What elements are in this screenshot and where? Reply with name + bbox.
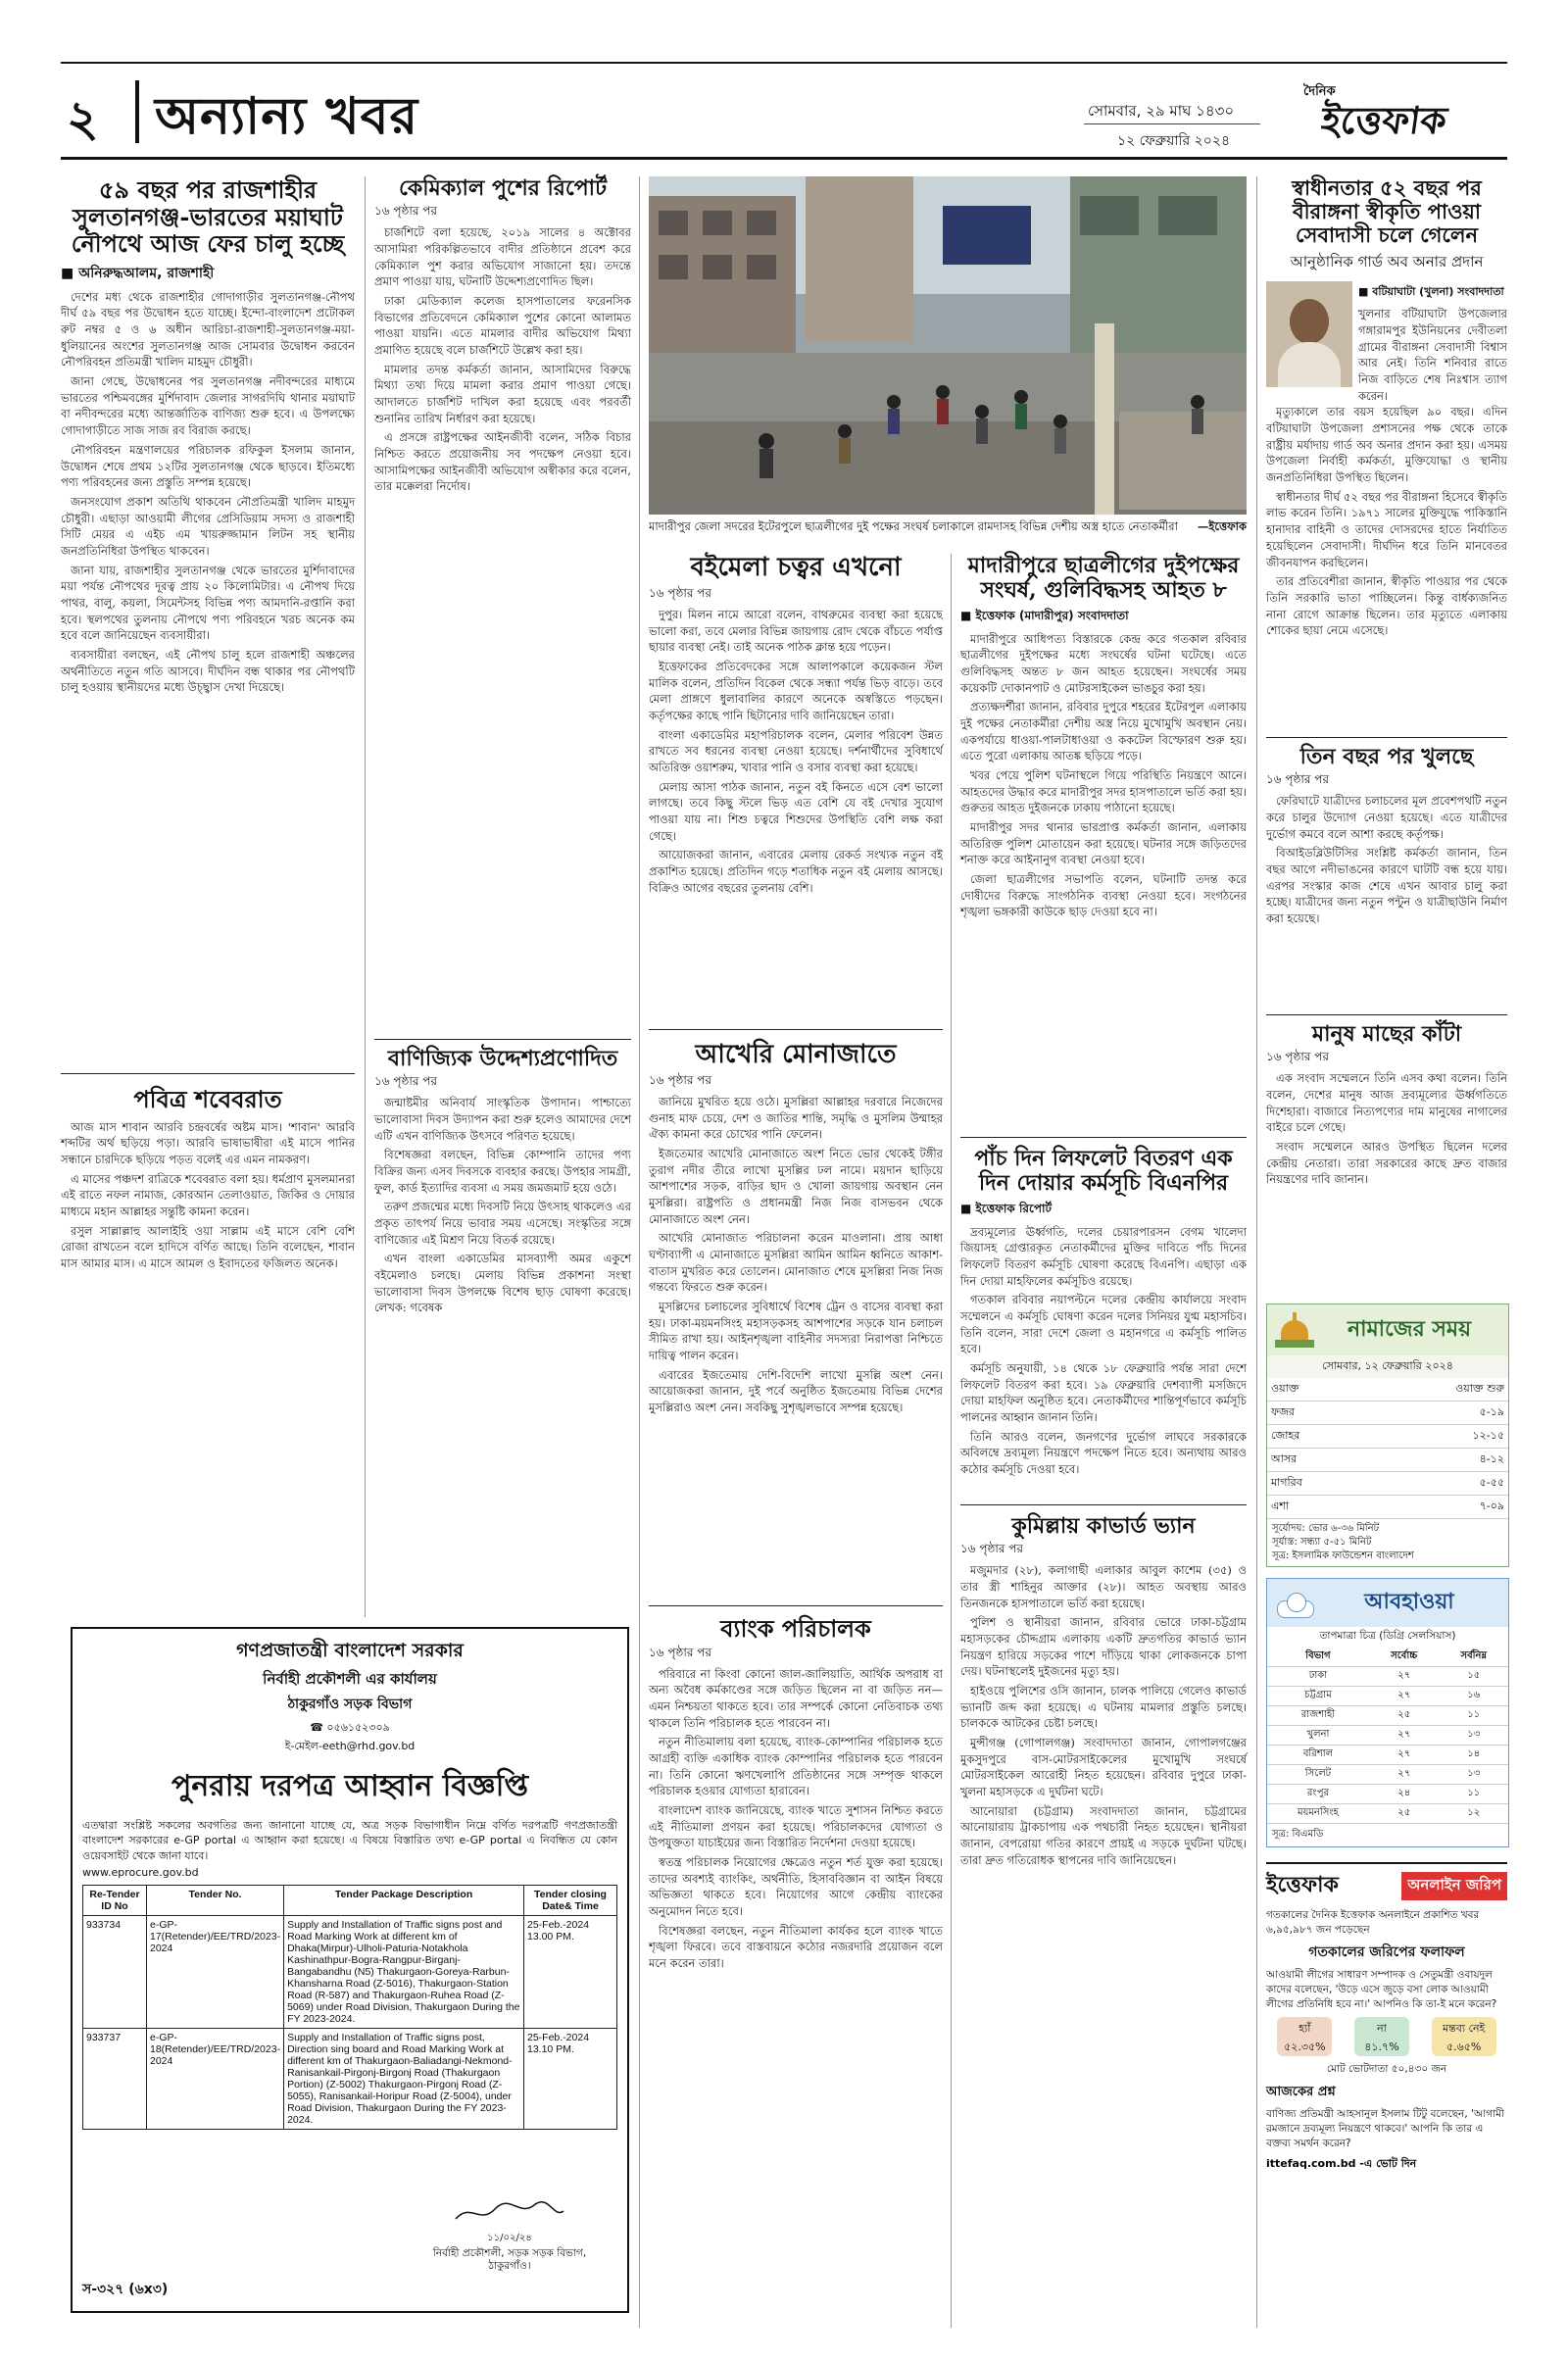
paragraph: জানা গেছে, উদ্বোধনের পর সুলতানগঞ্জ নদীবন্দরের মাধ্যমে ভারতের পশ্চিমবঙ্গের মুর্শিদাবাদ জেলার সাগরদিঘি থানার ময়াঘাট বা নদীবন্দরের মধ্যে আন্তর্জাতিক বাণিজ্য শুরু হবে। এ উপলক্ষ্যে গোদাগাড়ীতে সাজ সাজ রব বিরাজ করছে। xyxy=(61,374,355,438)
continued-label: ১৬ পৃষ্ঠার পর xyxy=(649,585,712,600)
tender-cell: 933737 xyxy=(83,2029,147,2130)
weather-cell: ২৫ xyxy=(1369,1804,1440,1824)
logo-text: ইত্তেফাক xyxy=(1318,98,1450,142)
weather-cell: খুলনা xyxy=(1267,1726,1369,1746)
tender-header: Tender closing Date& Time xyxy=(524,1886,617,1916)
paragraph: জানা যায়, রাজশাহীর সুলতানগঞ্জ থেকে ভারতের মুর্শিদাবাদের ময়া পর্যন্ত নৌপথের দূরত্ব প্রায় ২০ কিলোমিটার। এ নৌপথ দিয়ে পাথর, বালু, কয়লা, সিমেন্টসহ বিভিন্ন পণ্য আমদানি-রপ্তানি করা হবে। স্থলপথের তুলনায় নৌপথে পণ্য পরিবহনে খরচ অনেক কম হবে বলে জানিয়েছেন ব্যবসায়ীরা। xyxy=(61,563,355,643)
article-shobebarat xyxy=(61,1086,355,1275)
paragraph: এবারের ইজতেমায় দেশি-বিদেশি লাখো মুসল্লি অংশ নেন। আয়োজকরা জানান, দুই পর্বে অনুষ্ঠিত ইজতেমায় বিভিন্ন দেশের মুসল্লিরাও অংশ নেন। সবকিছু সুশৃঙ্খলভাবে সম্পন্ন হয়েছে। xyxy=(649,1367,943,1414)
article-body xyxy=(1266,793,1507,926)
weather-header: সর্বোচ্চ xyxy=(1369,1648,1440,1667)
article-title: ৫৯ বছর পর রাজশাহীর সুলতানগঞ্জ-ভারতের ময়াঘাট নৌপথে আজ ফের চালু হচ্ছে xyxy=(71,175,345,259)
tender-signature xyxy=(412,2197,608,2274)
paragraph: বিশেষজ্ঞরা বলছেন, নতুন নীতিমালা কার্যকর হলে ব্যাংক খাতে শৃঙ্খলা ফিরবে। তবে বাস্তবায়নে কঠোর নজরদারি প্রয়োজন বলে মনে করেন তারা। xyxy=(649,1923,943,1971)
poll-votes: মোট ভোটদাতা ৫০,৪৩০ জন xyxy=(1326,2063,1447,2076)
article-akheri-monajat xyxy=(649,1041,943,1419)
weather-cell: ২৭ xyxy=(1369,1687,1440,1706)
weather-row xyxy=(1267,1765,1508,1785)
tender-cell: Supply and Installation of Traffic signs post, Direction sing board and Road Marking Work at different km of Thakurgaon-Baliadangi-Nekmond-Ranisankail-Pirgonj-Birgonj Road (Thakurgaon Portion) (Z-5002) Thakurgaon-Pirgonj Road (Z-5055), Ranisankail-Horipur Road (Z-5004), under Road Division, Thakurgaon During the FY 2023-2024. xyxy=(284,2029,524,2130)
article-body xyxy=(374,1095,631,1316)
tender-cell: 25-Feb.-2024 13.10 PM. xyxy=(524,2029,617,2130)
photo-caption xyxy=(649,519,1247,535)
article-three-years xyxy=(1266,745,1507,930)
poll-readers: গতকালের দৈনিক ইত্তেফাক অনলাইনে প্রকাশিত খবর ৬,৯৫,৯৮৭ জন পড়েছেন xyxy=(1266,1909,1480,1936)
tender-gov: গণপ্রজাতন্ত্রী বাংলাদেশ সরকার xyxy=(236,1640,464,1661)
weather-cell: ২৭ xyxy=(1369,1765,1440,1785)
tender-row xyxy=(83,2029,617,2130)
tender-email: ই-মেইল-eeth@rhd.gov.bd xyxy=(284,1740,416,1752)
paragraph: জেলা ছাত্রলীগের সভাপতি বলেন, ঘটনাটি তদন্ত করে দোষীদের বিরুদ্ধে সাংগঠনিক ব্যবস্থা নেওয়া হবে। সংগঠনের শৃঙ্খলা ভঙ্গকারী কাউকে ছাড় দেওয়া হবে না। xyxy=(960,872,1247,919)
weather-cell: ঢাকা xyxy=(1267,1667,1369,1687)
article-byline: ■ ইত্তেফাক (মাদারীপুর) সংবাদদাতা xyxy=(960,608,1129,622)
poll-nocomment-value: ৫.৬৫% xyxy=(1446,2041,1482,2054)
paragraph: মৃত্যুকালে তার বয়স হয়েছিল ৯০ বছর। এদিন বটিয়াঘাটা উপজেলা প্রশাসনের পক্ষ থেকে তাকে রাষ্ট্রীয় মর্যাদায় গার্ড অব অনার প্রদান করা হয়। এসময় উপজেলা নির্বাহী কর্মকর্তা, মুক্তিযোদ্ধা ও স্থানীয় জনপ্রতিনিধিরা উপস্থিত ছিলেন। xyxy=(1266,405,1507,485)
weather-cell: ১১ xyxy=(1440,1785,1508,1804)
weather-cell: ১৬ xyxy=(1440,1687,1508,1706)
article-body xyxy=(649,607,943,896)
weather-title: আবহাওয়া xyxy=(1364,1589,1454,1614)
poll-no-value: ৪১.৭% xyxy=(1364,2041,1399,2054)
paragraph: রসুল সাল্লাল্লাহু আলাইহি ওয়া সাল্লাম এই মাসে বেশি বেশি রোজা রাখতেন বলে হাদিসে বর্ণিত আছে। তিনি বলেছেন, শাবান মাস আমার মাস। এ মাসে আমল ও ইবাদতের ফজিলত অনেক। xyxy=(61,1223,355,1270)
article-title: পাঁচ দিন লিফলেট বিতরণ এক দিন দোয়ার কর্মসূচি বিএনপির xyxy=(974,1146,1233,1197)
tender-row xyxy=(83,1916,617,2029)
article-title: স্বাধীনতার ৫২ বছর পর বীরাঙ্গনা স্বীকৃতি পাওয়া সেবাদাসী চলে গেলেন xyxy=(1292,175,1482,248)
prayer-name: ওয়াক্ত xyxy=(1267,1378,1365,1402)
paragraph: ফেরিঘাটে যাত্রীদের চলাচলের মূল প্রবেশপথটি নতুন করে চালুর উদ্যোগ নেওয়া হয়েছে। এতে যাত্রীদের দুর্ভোগ কমবে বলে আশা করছে কর্তৃপক্ষ। xyxy=(1266,794,1507,841)
article-body xyxy=(374,224,631,495)
weather-cell: রংপুর xyxy=(1267,1785,1369,1804)
weather-cell: ১২ xyxy=(1440,1804,1508,1824)
weather-row xyxy=(1267,1706,1508,1726)
page-number: ২ xyxy=(67,89,99,147)
weather-header: সর্বনিম্ন xyxy=(1440,1648,1508,1667)
paragraph: খবর পেয়ে পুলিশ ঘটনাস্থলে গিয়ে পরিস্থিতি নিয়ন্ত্রণে আনে। আহতদের উদ্ধার করে মাদারীপুর সদর হাসপাতালে ভর্তি করা হয়। গুরুতর আহত দুইজনকে ঢাকায় পাঠানো হয়েছে। xyxy=(960,767,1247,815)
continued-label: ১৬ পৃষ্ঠার পর xyxy=(1266,772,1330,787)
tender-cell: e-GP-18(Retender)/EE/TRD/2023-2024 xyxy=(147,2029,284,2130)
weather-cell: ২৭ xyxy=(1369,1746,1440,1765)
tender-header: Tender Package Description xyxy=(284,1886,524,1916)
prayer-time: ৪-১২ xyxy=(1365,1449,1508,1472)
poll-today-label: আজকের প্রশ্ন xyxy=(1266,2085,1336,2100)
paragraph: পরিবারে না কিংবা কোনো জাল-জালিয়াতি, আর্থিক অপরাধ বা অন্য অবৈধ কর্মকাণ্ডের সঙ্গে জড়িত ছিলেন না বা জড়িত নন—এমন নিশ্চয়তা থাকতে হবে। তার সম্পর্কে কোনো নেতিবাচক তথ্য থাকলে তিনি পরিচালক হতে পারবেন না। xyxy=(649,1666,943,1730)
continued-label: ১৬ পৃষ্ঠার পর xyxy=(649,1072,712,1087)
paragraph: ইজতেমার আখেরি মোনাজাতে অংশ নিতে ভোর থেকেই টঙ্গীর তুরাগ নদীর তীরে লাখো মুসল্লির ঢল নামে। ময়দান ছাড়িয়ে আশপাশের সড়ক, বাড়ির ছাদ ও খোলা জায়গায় অবস্থান নেন মুসল্লিরা। রাষ্ট্রপতি ও প্রধানমন্ত্রী নিজ নিজ বাসভবন থেকে মোনাজাতে অংশ নেন। xyxy=(649,1146,943,1226)
paragraph: তার প্রতিবেশীরা জানান, স্বীকৃতি পাওয়ার পর থেকে তিনি সরকারি ভাতা পাচ্ছিলেন। কিন্তু বার্ধক্যজনিত নানা রোগে আক্রান্ত ছিলেন। তার মৃত্যুতে এলাকায় শোকের ছায়া নেমে এসেছে। xyxy=(1266,574,1507,638)
prayer-name: আসর xyxy=(1267,1449,1365,1472)
masthead-divider xyxy=(135,80,139,143)
article-title: তিন বছর পর খুলছে xyxy=(1299,744,1474,769)
prayer-row xyxy=(1267,1449,1508,1472)
article-title: পবিত্র শবেবরাত xyxy=(133,1085,282,1113)
article-byline: ■ অনিরুদ্ধআলম, রাজশাহী xyxy=(61,265,215,281)
tender-code: স-৩২৭ (৬x৩) xyxy=(82,2282,169,2297)
prayer-row xyxy=(1267,1496,1508,1519)
continued-label: ১৬ পৃষ্ঠার পর xyxy=(960,1542,1024,1556)
poll-vote-link[interactable]: ittefaq.com.bd -এ ভোট দিন xyxy=(1266,2156,1417,2170)
continued-label: ১৬ পৃষ্ঠার পর xyxy=(649,1645,712,1659)
paragraph: এখন বাংলা একাডেমির মাসব্যাপী অমর একুশে বইমেলাও চলছে। মেলায় বিভিন্ন প্রকাশনা সংস্থা ভালোবাসা দিবস উপলক্ষে বিশেষ ছাড় ঘোষণা করেছে। লেখক: গবেষক xyxy=(374,1252,631,1315)
tender-cell: Supply and Installation of Traffic signs post and Road Marking Work at different km of Dhaka(Mirpur)-Ulholi-Paturia-Notakhola Kashinathpur-Bogra-Rangpur-Birganj-Bangabandhu (N5) Thakurgaon-Goreya-Rarbun-Khansharna Road (Z-5016), Thakurgaon-Station Road (R-587) and Thakurgaon-Ruhea Road (Z-5069) under Road Division, Thakurgaon During the FY 2023-2024. xyxy=(284,1916,524,2029)
article-sultanganj xyxy=(61,176,355,699)
paragraph: জনসংযোগ প্রকাশ অতিথি থাকবেন নৌপ্রতিমন্ত্রী খালিদ মাহমুদ চৌধুরী। এছাড়া আওয়ামী লীগের প্রেসিডিয়াম সদস্য ও রাজশাহী সিটি মেয়র এ এইচ এম খায়রুজ্জামান লিটন সহ স্থানীয় জনপ্রতিনিধিরা উপস্থিত থাকবেন। xyxy=(61,494,355,558)
weather-cell: ২৫ xyxy=(1369,1706,1440,1726)
paragraph: তিনি আরও বলেন, জনগণের দুর্ভোগ লাঘবে সরকারকে অবিলম্বে দ্রব্যমূল্য নিয়ন্ত্রণে পদক্ষেপ নিতে হবে। অন্যথায় আরও কঠোর কর্মসূচি দেওয়া হবে। xyxy=(960,1429,1247,1476)
prayer-name: এশা xyxy=(1267,1496,1365,1519)
article-bnp-program xyxy=(960,1147,1247,1481)
paragraph: মজুমদার (২৮), কলাগাছী এলাকার আবুল কাশেম (৩৫) ও তার স্ত্রী শাহিনুর আক্তার (২৮)। আহত অবস্থায় আরও তিনজনকে হাসপাতালে ভর্তি করা হয়েছে। xyxy=(960,1563,1247,1610)
paragraph: পুলিশ ও স্থানীয়রা জানান, রবিবার ভোরে ঢাকা-চট্টগ্রাম মহাসড়কের চৌদ্দগ্রাম এলাকায় একটি দ্রুতগতির কাভার্ড ভ্যান নিয়ন্ত্রণ হারিয়ে সড়কের পাশে দাঁড়িয়ে থাকা লোকজনকে চাপা দেয়। ঘটনাস্থলেই দুইজনের মৃত্যু হয়। xyxy=(960,1615,1247,1679)
prayer-row xyxy=(1267,1378,1508,1402)
paragraph: কর্মসূচি অনুযায়ী, ১৪ থেকে ১৮ ফেব্রুয়ারি পর্যন্ত সারা দেশে লিফলেট বিতরণ করা হবে। ১৯ ফেব্রুয়ারি দেশব্যাপী মসজিদে দোয়া মাহফিল অনুষ্ঠিত হবে। নেতাকর্মীদের শান্তিপূর্ণভাবে কর্মসূচি পালনের আহ্বান জানান তিনি। xyxy=(960,1360,1247,1424)
paragraph: স্বতন্ত্র পরিচালক নিয়োগের ক্ষেত্রেও নতুন শর্ত যুক্ত করা হয়েছে। তাদের অবশ্যই ব্যাংকিং, অর্থনীতি, হিসাববিজ্ঞান বা আইন বিষয়ে অভিজ্ঞতা থাকতে হবে। নিয়োগের আগে কেন্দ্রীয় ব্যাংকের অনুমোদন নিতে হবে। xyxy=(649,1854,943,1918)
article-boimela xyxy=(649,554,943,899)
poll-title: অনলাইন জরিপ xyxy=(1401,1872,1507,1900)
weather-row xyxy=(1267,1804,1508,1824)
weather-box xyxy=(1266,1578,1509,1847)
article-chemical-push xyxy=(374,176,631,498)
tender-title: পুনরায় দরপত্র আহ্বান বিজ্ঞপ্তি xyxy=(172,1769,528,1803)
paragraph: চার্জশিটে বলা হয়েছে, ২০১৯ সালের ৪ অক্টোবর আসামিরা পরিকল্পিতভাবে বাদীর প্রতিষ্ঠানে প্রবেশ করে কেমিক্যাল পুশ করার অভিযোগ সাজানো হয়। তদন্তে প্রমাণ পাওয়া যায়, ঘটনাটি উদ্দেশ্যপ্রণোদিত ছিল। xyxy=(374,225,631,289)
poll-no-badge xyxy=(1354,2017,1409,2056)
tender-header: Re-Tender ID No xyxy=(83,1886,147,1916)
tender-table xyxy=(82,1885,617,2130)
article-body xyxy=(1266,404,1507,638)
paragraph: প্রত্যক্ষদর্শীরা জানান, রবিবার দুপুরে শহরের ইটেরপুল এলাকায় দুই পক্ষের নেতাকর্মীরা দেশীয় অস্ত্র নিয়ে মুখোমুখি অবস্থান নেয়। একপর্যায়ে ধাওয়া-পালটাধাওয়া ও ককটেল বিস্ফোরণ শুরু হয়। এতে পুরো এলাকায় আতঙ্ক ছড়িয়ে পড়ে। xyxy=(960,700,1247,763)
sunset: সূর্যাস্ত: সন্ধ্যা ৫-৫১ মিনিট xyxy=(1272,1537,1372,1548)
paragraph: জন্মাষ্টমীর অনিবার্য সাংস্কৃতিক উপাদান। পাশ্চাত্যে ভালোবাসা দিবস উদ্যাপন করা শুরু হলেও আমাদের দেশে এটি এখন বাণিজ্যিক উৎসবে পরিণত হয়েছে। xyxy=(374,1096,631,1143)
weather-cell: ১৪ xyxy=(1440,1746,1508,1765)
sign-date: ১১/০২/২৪ xyxy=(487,2232,532,2243)
continued-label: ১৬ পৃষ্ঠার পর xyxy=(374,1074,438,1089)
paragraph: আখেরি মোনাজাত পরিচালনা করেন মাওলানা। প্রায় আধা ঘণ্টাব্যাপী এ মোনাজাতে মুসল্লিরা আমিন আমিন ধ্বনিতে আকাশ-বাতাস মুখরিত করে তোলেন। মোনাজাত শেষে মুসল্লিরা নিজ নিজ গন্তব্যে ফিরতে শুরু করেন। xyxy=(649,1231,943,1295)
continued-label: ১৬ পৃষ্ঠার পর xyxy=(374,204,438,219)
caption-credit: —ইত্তেফাক xyxy=(1197,519,1247,533)
weather-cell: রাজশাহী xyxy=(1267,1706,1369,1726)
prayer-time: ৭-০৯ xyxy=(1365,1496,1508,1519)
tender-header: Tender No. xyxy=(147,1886,284,1916)
date-bangla: সোমবার, ২৯ মাঘ ১৪৩০ xyxy=(1088,102,1235,120)
paragraph: হাইওয়ে পুলিশের ওসি জানান, চালক পালিয়ে গেলেও কাভার্ড ভ্যানটি জব্দ করা হয়েছে। এ ঘটনায় মামলার প্রস্তুতি চলছে। চালককে আটকের চেষ্টা চলছে। xyxy=(960,1684,1247,1731)
prayer-title: নামাজের সময় xyxy=(1347,1315,1472,1342)
paragraph: আয়োজকরা জানান, এবারের মেলায় রেকর্ড সংখ্যক নতুন বই প্রকাশিত হয়েছে। প্রতিদিন গড়ে শতাধিক নতুন বই মেলায় আসছে। বিক্রিও আগের বছরের তুলনায় বেশি। xyxy=(649,848,943,895)
article-madaripur xyxy=(960,554,1247,923)
prayer-time: ৫-১৯ xyxy=(1365,1402,1508,1425)
weather-cell: ২৭ xyxy=(1369,1726,1440,1746)
article-body xyxy=(960,631,1247,920)
article-bank-director xyxy=(649,1615,943,1975)
continued-label: ১৬ পৃষ্ঠার পর xyxy=(1266,1050,1330,1064)
article-title: কেমিক্যাল পুশের রিপোর্ট xyxy=(398,175,608,201)
weather-row xyxy=(1267,1667,1508,1687)
logo-small-text: দৈনিক xyxy=(1303,84,1336,99)
weather-cell: ১৩ xyxy=(1440,1726,1508,1746)
prayer-row xyxy=(1267,1425,1508,1449)
poll-yes-badge xyxy=(1277,2017,1332,2056)
article-title: বইমেলা চত্বর এখনো xyxy=(690,553,902,582)
prayer-row xyxy=(1267,1472,1508,1496)
news-photo xyxy=(649,176,1247,515)
prayer-name: ফজর xyxy=(1267,1402,1365,1425)
tender-cell: 933734 xyxy=(83,1916,147,2029)
paragraph: আনোয়ারা (চট্টগ্রাম) সংবাদদাতা জানান, চট্টগ্রামের আনোয়ারায় ট্রাকচাপায় এক পথচারী নিহত হয়েছেন। স্থানীয়রা জানান, বেপরোয়া গতির কারণে প্রায়ই এ সড়কে দুর্ঘটনা ঘটছে। তারা দ্রুত গতিরোধক স্থাপনের দাবি জানিয়েছেন। xyxy=(960,1803,1247,1867)
article-fish-bone xyxy=(1266,1022,1507,1191)
article-title: কুমিল্লায় কাভার্ড ভ্যান xyxy=(1011,1513,1196,1539)
tender-site[interactable]: www.eprocure.gov.bd xyxy=(82,1866,199,1880)
poll-yes-value: ৫২.৩৫% xyxy=(1284,2041,1326,2054)
weather-cell: ২৭ xyxy=(1369,1667,1440,1687)
tender-dept: ঠাকুরগাঁও সড়ক বিভাগ xyxy=(287,1697,413,1712)
paragraph: গতকাল রবিবার নয়াপল্টনে দলের কেন্দ্রীয় কার্যালয়ে সংবাদ সম্মেলনে এ কর্মসূচি ঘোষণা করেন দলের সিনিয়র যুগ্ম মহাসচিব। তিনি বলেন, সারা দেশে জেলা ও মহানগরে এ কর্মসূচি পালিত হবে। xyxy=(960,1293,1247,1356)
article-body xyxy=(649,1094,943,1416)
paragraph: বাংলা একাডেমির মহাপরিচালক বলেন, মেলার পরিবেশ উন্নত রাখতে সব ধরনের ব্যবস্থা নেওয়া হয়েছে। দর্শনার্থীদের সুবিধার্থে অতিরিক্ত ওয়াশরুম, খাবার পানি ও বসার ব্যবস্থা করা হয়েছে। xyxy=(649,727,943,774)
paragraph: তরুণ প্রজন্মের মধ্যে দিবসটি নিয়ে উৎসাহ থাকলেও এর প্রকৃত তাৎপর্য নিয়ে ভাবার সময় এসেছে। সংস্কৃতির সঙ্গে বাণিজ্যের এই মিশ্রণ নিয়ে বিতর্ক রয়েছে। xyxy=(374,1200,631,1247)
poll-question-today: বাণিজ্য প্রতিমন্ত্রী আহসানুল ইসলাম টিটু বলেছেন, 'আগামী রমজানে দ্রব্যমূল্য নিয়ন্ত্রণে থাকবে।' আপনি কি তার এ বক্তব্য সমর্থন করেন? xyxy=(1266,2108,1504,2149)
online-poll-box xyxy=(1266,1862,1507,2174)
weather-row xyxy=(1267,1687,1508,1706)
paragraph: মামলার তদন্ত কর্মকর্তা জানান, আসামিদের বিরুদ্ধে মিথ্যা তথ্য দিয়ে মামলা করার প্রমাণ পাওয়া গেছে। আদালতে চার্জশিট দাখিল করা হয়েছে এবং পরবর্তী শুনানির তারিখ নির্ধারণ করা হয়েছে। xyxy=(374,362,631,425)
tender-cell: e-GP-17(Retender)/EE/TRD/2023-2024 xyxy=(147,1916,284,2029)
poll-no-label: না xyxy=(1377,2022,1387,2036)
paragraph: নতুন নীতিমালায় বলা হয়েছে, ব্যাংক-কোম্পানির পরিচালক হতে আগ্রহী ব্যক্তি একাধিক ব্যাংক কোম্পানির পরিচালক হতে পারবেন না। তিনি কোনো ঋণখেলাপি প্রতিষ্ঠানের সঙ্গে সম্পৃক্ত থাকলে পরিচালক হওয়ার যোগ্যতা হারাবেন। xyxy=(649,1735,943,1798)
weather-cell: ১৩ xyxy=(1440,1765,1508,1785)
paragraph: স্বাধীনতার দীর্ঘ ৫২ বছর পর বীরাঙ্গনা হিসেবে স্বীকৃতি লাভ করেন তিনি। ১৯৭১ সালের মুক্তিযুদ্ধে পাকিস্তানি হানাদার বাহিনী ও তাদের দোসরদের হাতে নির্যাতিত হয়েছিলেন সেবাদাসী। দীর্ঘদিন ধরে তিনি মানবেতর জীবনযাপন করছিলেন। xyxy=(1266,489,1508,569)
source-note: সূত্র: ইসলামিক ফাউন্ডেশন বাংলাদেশ xyxy=(1272,1550,1414,1561)
article-body xyxy=(61,1119,355,1272)
section-title: অন্যান্য খবর xyxy=(155,86,419,146)
article-byline: ■ ইত্তেফাক রিপোর্ট xyxy=(960,1201,1053,1215)
paragraph: মাদারীপুর সদর থানার ভারপ্রাপ্ত কর্মকর্তা জানান, এলাকায় অতিরিক্ত পুলিশ মোতায়েন করা হয়েছে। ঘটনার সঙ্গে জড়িতদের শনাক্ত করে আইনানুগ ব্যবস্থা নেওয়া হবে। xyxy=(960,819,1247,867)
paragraph: সংবাদ সম্মেলনে আরও উপস্থিত ছিলেন দলের কেন্দ্রীয় নেতারা। তারা সরকারের কাছে দ্রুত বাজার নিয়ন্ত্রণের দাবি জানান। xyxy=(1266,1139,1507,1187)
poll-nocomment-label: মন্তব্য নেই xyxy=(1443,2022,1486,2036)
tender-cell: 25-Feb.-2024 13.00 PM. xyxy=(524,1916,617,2029)
article-commercial xyxy=(374,1047,631,1319)
article-byline: ■ বটিয়াঘাটা (খুলনা) সংবাদদাতা xyxy=(1358,285,1504,299)
weather-header: বিভাগ xyxy=(1267,1648,1369,1667)
signature-mark xyxy=(451,2197,568,2227)
paragraph: বিআইডব্লিউটিসির সংশ্লিষ্ট কর্মকর্তা জানান, তিন বছর আগে নদীভাঙনের কারণে ঘাটটি বন্ধ হয়ে যায়। এরপর সংস্কার কাজ শেষে এখন আবার চালু করা হচ্ছে। যাত্রীদের জন্য নতুন পন্টুন ও যাত্রীছাউনি নির্মাণ করা হয়েছে। xyxy=(1266,846,1507,925)
tender-phone: ☎ ০৫৬১৫২৩০৯ xyxy=(310,1721,390,1734)
article-title: মানুষ মাছের কাঁটা xyxy=(1311,1021,1462,1047)
paragraph: মাদারীপুরে আধিপত্য বিস্তারকে কেন্দ্র করে গতকাল রবিবার ছাত্রলীগের দুইপক্ষের মধ্যে সংঘর্ষের ঘটনা ঘটেছে। এতে গুলিবিদ্ধসহ অন্তত ৮ জন আহত হয়েছেন। সংঘর্ষের সময় কয়েকটি দোকানপাট ও মোটরসাইকেল ভাঙচুর করা হয়। xyxy=(960,631,1247,695)
paragraph: মুন্সীগঞ্জ (গোপালগঞ্জ) সংবাদদাতা জানান, গোপালগঞ্জের মুকসুদপুরে বাস-মোটরসাইকেলের মুখোমুখি সংঘর্ষে মোটরসাইকেল আরোহী নিহত হয়েছেন। রবিবার দুপুরে ঢাকা-খুলনা মহাসড়কে এ দুর্ঘটনা ঘটে। xyxy=(960,1736,1247,1799)
prayer-name: জোহর xyxy=(1267,1425,1365,1449)
article-title: আখেরি মোনাজাতে xyxy=(695,1040,897,1069)
weather-cell: ২৪ xyxy=(1369,1785,1440,1804)
paragraph: এ প্রসঙ্গে রাষ্ট্রপক্ষের আইনজীবী বলেন, সঠিক বিচার নিশ্চিত করতে প্রয়োজনীয় সব পদক্ষেপ নেওয়া হবে। আসামিপক্ষের আইনজীবী অভিযোগ অস্বীকার করে বলেন, তার মক্কেলরা নির্দোষ। xyxy=(374,430,631,494)
prayer-time: ১২-১৫ xyxy=(1365,1425,1508,1449)
prayer-time: ওয়াক্ত শুরু xyxy=(1365,1378,1508,1402)
tender-office: নির্বাহী প্রকৌশলী এর কার্যালয় xyxy=(263,1670,437,1688)
cloud-icon xyxy=(1273,1589,1316,1618)
article-body xyxy=(1266,1070,1507,1188)
paragraph: ঢাকা মেডিক্যাল কলেজ হাসপাতালের ফরেনসিক বিভাগের প্রতিবেদনে কেমিক্যাল পুশের কোনো আলামত পাওয়া যায়নি। এতে মামলার বাদীর অভিযোগ মিথ্যা প্রমাণিত হয়েছে বলে চার্জশিটে উল্লেখ করা হয়। xyxy=(374,293,631,357)
weather-row xyxy=(1267,1726,1508,1746)
caption-text: মাদারীপুর জেলা সদরের ইটেরপুলে ছাত্রলীগের দুই পক্ষের সংঘর্ষ চলাকালে রামদাসহ বিভিন্ন দেশীয় অস্ত্র হাতে নেতাকর্মীরা xyxy=(649,519,1178,533)
date-english: ১২ ফেব্রুয়ারি ২০২৪ xyxy=(1117,133,1231,149)
weather-cell: চট্টগ্রাম xyxy=(1267,1687,1369,1706)
tender-advertisement xyxy=(71,1627,629,2313)
article-body xyxy=(960,1224,1247,1478)
weather-row xyxy=(1267,1785,1508,1804)
weather-cell: ১১ xyxy=(1440,1706,1508,1726)
article-body xyxy=(649,1666,943,1972)
prayer-date: সোমবার, ১২ ফেব্রুয়ারি ২০২৪ xyxy=(1267,1355,1508,1378)
portrait xyxy=(1266,281,1352,387)
article-body xyxy=(61,289,355,696)
weather-subtitle: তাপমাত্রা চিত্র (ডিগ্রি সেলসিয়াস) xyxy=(1319,1630,1456,1642)
paragraph: এ মাসের পঞ্চদশ রাত্রিকে শবেবরাত বলা হয়। ধর্মপ্রাণ মুসলমানরা এই রাতে নফল নামাজ, কোরআন তেলাওয়াত, জিকির ও দোয়ার মাধ্যমে মহান আল্লাহর সন্তুষ্টি কামনা করেন। xyxy=(61,1171,355,1218)
poll-nocomment-badge xyxy=(1432,2017,1496,2056)
paragraph: ব্যবসায়ীরা বলছেন, এই নৌপথ চালু হলে রাজশাহী অঞ্চলের অর্থনীতিতে নতুন গতি আসবে। দীর্ঘদিন বন্ধ থাকার পর নৌপথটি চালু হওয়ায় স্থানীয়দের মধ্যে উচ্ছ্বাস দেখা দিয়েছে। xyxy=(61,647,355,695)
article-cumilla-van xyxy=(960,1514,1247,1871)
ittefaq-logo xyxy=(1303,78,1505,149)
paragraph: দুপুর। মিলন নামে আরো বলেন, বাথরুমের ব্যবস্থা করা হয়েছে ভালো করা, তবে মেলার বিভিন্ন জায়গায় রোদ থেকে বাঁচতে পর্যাপ্ত ছায়ার ব্যবস্থা নেই। তাই অনেক পাঠক ক্লান্ত হয়ে পড়েন। xyxy=(649,607,943,655)
prayer-name: মাগরিব xyxy=(1267,1472,1365,1496)
paragraph: নৌপরিবহন মন্ত্রণালয়ের পরিচালক রফিকুল ইসলাম জানান, উদ্বোধন শেষে প্রথম ১২টির সুলতানগঞ্জ থেকে ছাড়বে। ইতিমধ্যে পণ্য পরিবহনের জন্য প্রস্তুতি সম্পন্ন হয়েছে। xyxy=(61,442,355,490)
article-title: ব্যাংক পরিচালক xyxy=(720,1614,871,1643)
weather-cell: ১৫ xyxy=(1440,1667,1508,1687)
paragraph: দেশের মধ্য থেকে রাজশাহীর গোদাগাড়ীর সুলতানগঞ্জ-নৌপথ দীর্ঘ ৫৯ বছর পর উদ্বোধন হতে যাচ্ছে। ইন্দো-বাংলাদেশ প্রটোকল রুট নম্বর ৫ ও ৬ অধীন আরিচা-রাজশাহী-সুলতানগঞ্জ-ময়া-ধুলিয়ানের অংশের সুলতানগঞ্জ আজ সোমবার উদ্বোধন করবেন নৌপরিবহন প্রতিমন্ত্রী খালিদ মাহমুদ চৌধুরী। xyxy=(61,289,355,369)
signer: নির্বাহী প্রকৌশলী, সড়ক সড়ক বিভাগ, ঠাকুরগাঁও। xyxy=(432,2246,587,2273)
poll-logo: ইত্তেফাক xyxy=(1266,1872,1339,1897)
weather-table xyxy=(1267,1648,1508,1824)
street-clash-photo xyxy=(649,176,1247,515)
paragraph: মেলায় আসা পাঠক জানান, নতুন বই কিনতে এসে বেশ ভালো লাগছে। তবে কিছু স্টলে ভিড় এত বেশি যে বই দেখার সুযোগ পাওয়া যায় না। শিশু চত্বরে শিশুদের উপস্থিতি বেশি লক্ষ করা গেছে। xyxy=(649,779,943,843)
prayer-row xyxy=(1267,1402,1508,1425)
date-divider xyxy=(1084,123,1260,124)
article-intro: খুলনার বটিয়াঘাটা উপজেলার গঙ্গারামপুর ইউনিয়নের দেবীতলা গ্রামের বীরাঙ্গনা সেবাদাসী বিশ্বাস আর নেই। তিনি শনিবার রাতে নিজ বাড়িতে শেষ নিঃশ্বাস ত্যাগ করেন। xyxy=(1358,307,1507,403)
paragraph: এক সংবাদ সম্মেলনে তিনি এসব কথা বলেন। তিনি বলেন, দেশের মানুষ আজ দ্রব্যমূল্যের ঊর্ধ্বগতিতে দিশেহারা। বাজারে নিত্যপণ্যের দাম মানুষের নাগালের বাইরে চলে গেছে। xyxy=(1266,1071,1507,1135)
weather-source: সূত্র: বিএমডি xyxy=(1272,1829,1324,1840)
article-title: বাণিজ্যিক উদ্দেশ্যপ্রণোদিত xyxy=(387,1046,618,1071)
article-title: মাদারীপুরে ছাত্রলীগের দুইপক্ষের সংঘর্ষ, গুলিবিদ্ধসহ আহত ৮ xyxy=(967,553,1240,604)
article-birangona xyxy=(1266,176,1507,642)
prayer-time: ৫-৫৫ xyxy=(1365,1472,1508,1496)
poll-result-label: গতকালের জরিপের ফলাফল xyxy=(1308,1944,1465,1961)
paragraph: ইত্তেফাকের প্রতিবেদকের সঙ্গে আলাপকালে কয়েকজন স্টল মালিক বলেন, প্রতিদিন বিকেল থেকে সন্ধ্যা পর্যন্ত ভিড় বাড়ে। তবে মেলা প্রাঙ্গণে ধুলাবালির কারণে অনেকে অস্বস্তিতে পড়ছেন। কর্তৃপক্ষের কাছে পানি ছিটানোর দাবি জানিয়েছেন তারা। xyxy=(649,659,943,722)
weather-cell: ময়মনসিংহ xyxy=(1267,1804,1369,1824)
article-subtitle: আনুষ্ঠানিক গার্ড অব অনার প্রদান xyxy=(1290,253,1484,271)
sunrise: সূর্যোদয়: ভোর ৬-৩৬ মিনিট xyxy=(1272,1523,1380,1534)
paragraph: বাংলাদেশ ব্যাংক জানিয়েছে, ব্যাংক খাতে সুশাসন নিশ্চিত করতে এই নীতিমালা প্রণয়ন করা হয়েছে। পরিচালকদের যোগ্যতা ও উপযুক্ততা যাচাইয়ের জন্য বিস্তারিত নির্দেশনা দেওয়া হয়েছে। xyxy=(649,1802,943,1850)
poll-question: আওয়ামী লীগের সাধারণ সম্পাদক ও সেতুমন্ত্রী ওবায়দুল কাদের বলেছেন, 'উড়ে এসে জুড়ে বসা লোক আওয়ামী লীগের প্রতিনিধি হবে না।' আপনিও কি তা-ই মনে করেন? xyxy=(1266,1969,1497,2010)
mosque-icon xyxy=(1273,1310,1316,1350)
paragraph: আজ মাস শাবান আরবি চন্দ্রবর্ষের অষ্টম মাস। 'শাবান' আরবি শব্দটির অর্থ ছড়িয়ে পড়া। আরবি ভাষাভাষীরা এই মাসে পানির সন্ধানে চারদিকে ছড়িয়ে পড়ত বলেই এর এমন নামকরণ। xyxy=(61,1119,355,1166)
prayer-table xyxy=(1267,1378,1508,1519)
paragraph: বিশেষজ্ঞরা বলছেন, বিভিন্ন কোম্পানি তাদের পণ্য বিক্রির জন্য এসব দিবসকে ব্যবহার করছে। উপহার সামগ্রী, ফুল, কার্ড ইত্যাদির ব্যবসা এ সময় জমজমাট হয়ে ওঠে। xyxy=(374,1148,631,1195)
poll-yes-label: হ্যাঁ xyxy=(1298,2022,1311,2036)
tender-intro: এতদ্বারা সংশ্লিষ্ট সকলের অবগতির জন্য জানানো যাচ্ছে যে, অত্র সড়ক বিভাগাধীন নিম্নে বর্ণিত দরপত্রটি গণপ্রজাতন্ত্রী বাংলাদেশ সরকারের e-GP portal এ আহ্বান করা হয়েছে। এ বিষয়ে বিস্তারিত তথ্য e-GP portal এ নিবন্ধিত যে কোন ওয়েবসাইট থেকে জানা যাবে। xyxy=(82,1819,617,1862)
paragraph: দ্রব্যমূল্যের ঊর্ধ্বগতি, দলের চেয়ারপারসন বেগম খালেদা জিয়াসহ গ্রেপ্তারকৃত নেতাকর্মীদের মুক্তির দাবিতে পাঁচ দিনের লিফলেট বিতরণ কর্মসূচি ঘোষণা করেছে বিএনপি। এছাড়া এক দিন দোয়া মাহফিলের কর্মসূচিও রয়েছে। xyxy=(960,1224,1247,1288)
article-body xyxy=(960,1562,1247,1868)
weather-row xyxy=(1267,1746,1508,1765)
weather-cell: বরিশাল xyxy=(1267,1746,1369,1765)
paragraph: মুসল্লিদের চলাচলের সুবিধার্থে বিশেষ ট্রেন ও বাসের ব্যবস্থা করা হয়। ঢাকা-ময়মনসিংহ মহাসড়কসহ আশপাশের সড়কে যান চলাচল সীমিত রাখা হয়। আইনশৃঙ্খলা বাহিনীর সদস্যরা নিরাপত্তা নিশ্চিতে দায়িত্ব পালন করেন। xyxy=(649,1299,943,1362)
prayer-times-box xyxy=(1266,1303,1509,1567)
paragraph: জানিয়ে মুখরিত হয়ে ওঠে। মুসল্লিরা আল্লাহর দরবারে নিজেদের গুনাহ মাফ চেয়ে, দেশ ও জাতির শান্তি, সমৃদ্ধি ও মুসলিম উম্মাহর ঐক্য কামনা করে চোখের পানি ফেলেন। xyxy=(649,1094,943,1142)
weather-cell: সিলেট xyxy=(1267,1765,1369,1785)
